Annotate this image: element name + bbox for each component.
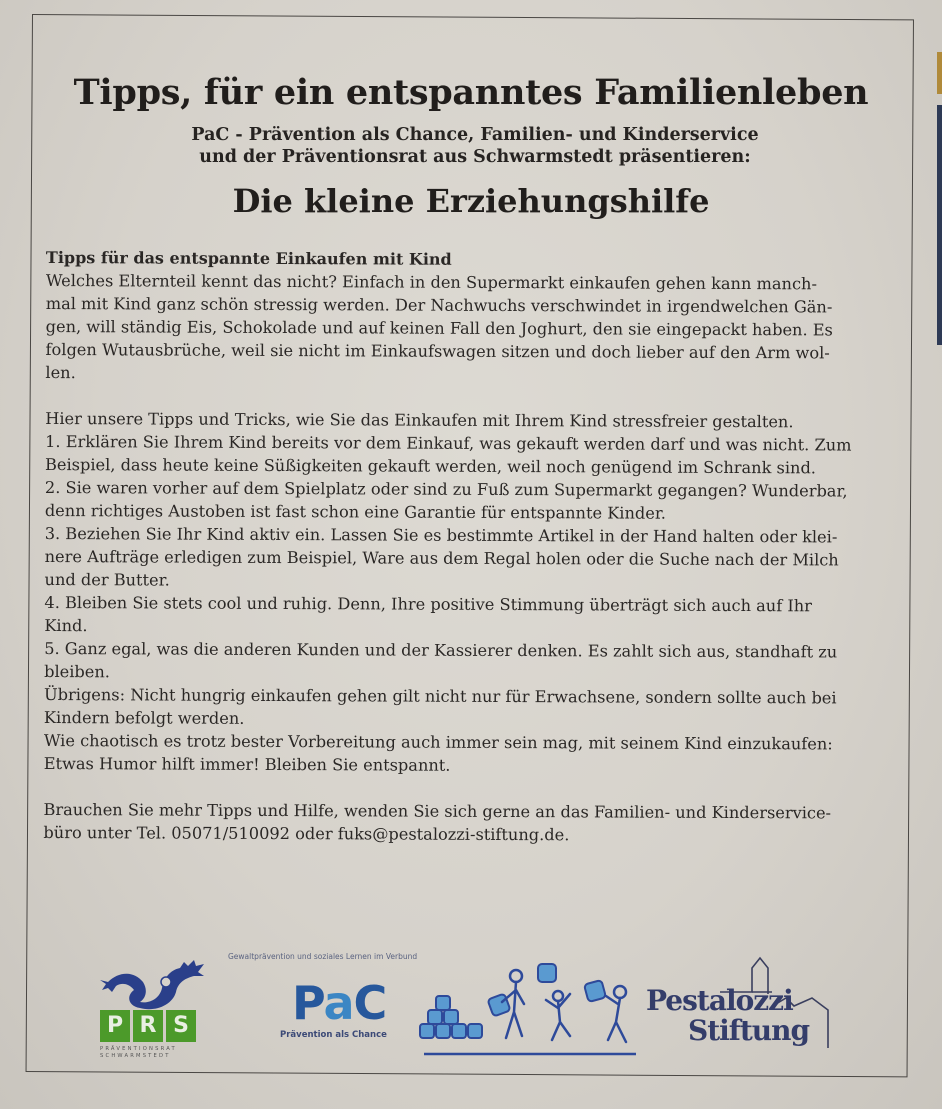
- contact-line: Brauchen Sie mehr Tipps und Hilfe, wenden Sie sich gerne an das Familien- und Kinderservice-: [43, 799, 832, 823]
- prs-caption-line-1: PRÄVENTIONSRAT: [100, 1046, 177, 1052]
- intro-line: gen, will ständig Eis, Schokolade und auf keinen Fall den Joghurt, den sie eingepackt haben. Es: [45, 316, 833, 340]
- pestalozzi-stiftung-logo: [640, 948, 840, 1068]
- contact-line: büro unter Tel. 05071/510092 oder fuks@pestalozzi-stiftung.de.: [43, 822, 570, 845]
- tip-line: Kindern befolgt werden.: [43, 707, 245, 728]
- pac-letter-c: C: [353, 976, 387, 1030]
- tip-line: 1. Erklären Sie Ihrem Kind bereits vor dem Einkauf, was gekauft werden darf und was nicht. Zum: [45, 431, 852, 455]
- prs-letter-r: R: [133, 1010, 163, 1042]
- tip-line: Etwas Humor hilft immer! Bleiben Sie entspannt.: [43, 753, 451, 775]
- article-headline: Die kleine Erziehungshilfe: [232, 182, 710, 220]
- tip-line: bleiben.: [44, 661, 110, 682]
- pac-wordmark: [280, 978, 410, 1028]
- pac-subtitle: Prävention als Chance: [280, 1030, 387, 1040]
- pac-logo: [280, 978, 410, 1040]
- prs-letter-p: P: [100, 1010, 130, 1042]
- tip-line: 4. Bleiben Sie stets cool und ruhig. Denn, Ihre positive Stimmung überträgt sich auch auf Ihr: [44, 592, 812, 616]
- pestalozzi-line-2: Stiftung: [688, 1014, 810, 1047]
- tip-line: denn richtiges Austoben ist fast schon eine Garantie für entspannte Kinder.: [44, 500, 667, 523]
- tip-line: Beispiel, dass heute keine Süßigkeiten gekauft werden, weil noch genügend im Schrank sind.: [45, 454, 817, 478]
- pestalozzi-wordmark: [646, 986, 809, 1046]
- intro-line: folgen Wutausbrüche, weil sie nicht im Einkaufswagen sitzen und doch lieber auf den Arm wol-: [45, 339, 830, 363]
- article-body: [43, 246, 906, 848]
- prs-letter-boxes: [100, 1010, 196, 1042]
- prs-logo: [98, 952, 208, 1072]
- tip-line: Wie chaotisch es trotz bester Vorbereitung auch immer sein mag, mit seinem Kind einzukaufen:: [43, 730, 833, 754]
- sponsor-logos: [0, 940, 942, 1070]
- pestalozzi-line-1: Pestalozzi: [646, 984, 793, 1017]
- intro-line: Welches Elternteil kennt das nicht? Einfach in den Supermarkt einkaufen gehen kann manch-: [45, 270, 818, 294]
- subtitle-line-1: PaC - Prävention als Chance, Familien- und Kinderservice: [191, 125, 759, 145]
- prs-figure-icon: [98, 952, 208, 1010]
- tips-intro: Hier unsere Tipps und Tricks, wie Sie das Einkaufen mit Ihrem Kind stressfreier gestalten.: [45, 408, 794, 432]
- pac-letter-a: a: [323, 976, 354, 1030]
- tip-line: 3. Beziehen Sie Ihr Kind aktiv ein. Lassen Sie es bestimmte Artikel in der Hand halten oder klei-: [44, 523, 838, 547]
- prs-letter-s: S: [166, 1010, 196, 1042]
- tip-line: nere Aufträge erledigen zum Beispiel, Ware aus dem Regal holen oder die Suche nach der Milch: [44, 546, 839, 570]
- children-building-blocks-icon: [410, 946, 640, 1058]
- verbund-tagline: Gewaltprävention und soziales Lernen im Verbund: [228, 952, 418, 961]
- intro-line: len.: [45, 362, 76, 383]
- article-title: Tipps, für ein entspanntes Familienleben: [73, 72, 869, 113]
- tip-line: und der Butter.: [44, 569, 170, 590]
- article-subtitle: [0, 124, 942, 168]
- tip-line: 2. Sie waren vorher auf dem Spielplatz oder sind zu Fuß zum Supermarkt gegangen? Wunderbar,: [44, 477, 848, 501]
- prs-caption-line-2: SCHWARMSTEDT: [100, 1053, 171, 1059]
- section-heading: Tipps für das entspannte Einkaufen mit Kind: [45, 247, 452, 269]
- tip-line: 5. Ganz egal, was die anderen Kunden und der Kassierer denken. Es zahlt sich aus, standhaft zu: [44, 638, 838, 662]
- pac-letter-p: P: [292, 976, 324, 1030]
- tip-line: Kind.: [44, 615, 88, 636]
- prs-caption: [100, 1046, 200, 1060]
- tip-line: Übrigens: Nicht hungrig einkaufen gehen gilt nicht nur für Erwachsene, sondern sollte auch bei: [44, 684, 837, 708]
- intro-line: mal mit Kind ganz schön stressig werden. Der Nachwuchs verschwindet in irgendwelchen Gän-: [45, 293, 833, 317]
- subtitle-line-2: und der Präventionsrat aus Schwarmstedt präsentieren:: [199, 147, 751, 167]
